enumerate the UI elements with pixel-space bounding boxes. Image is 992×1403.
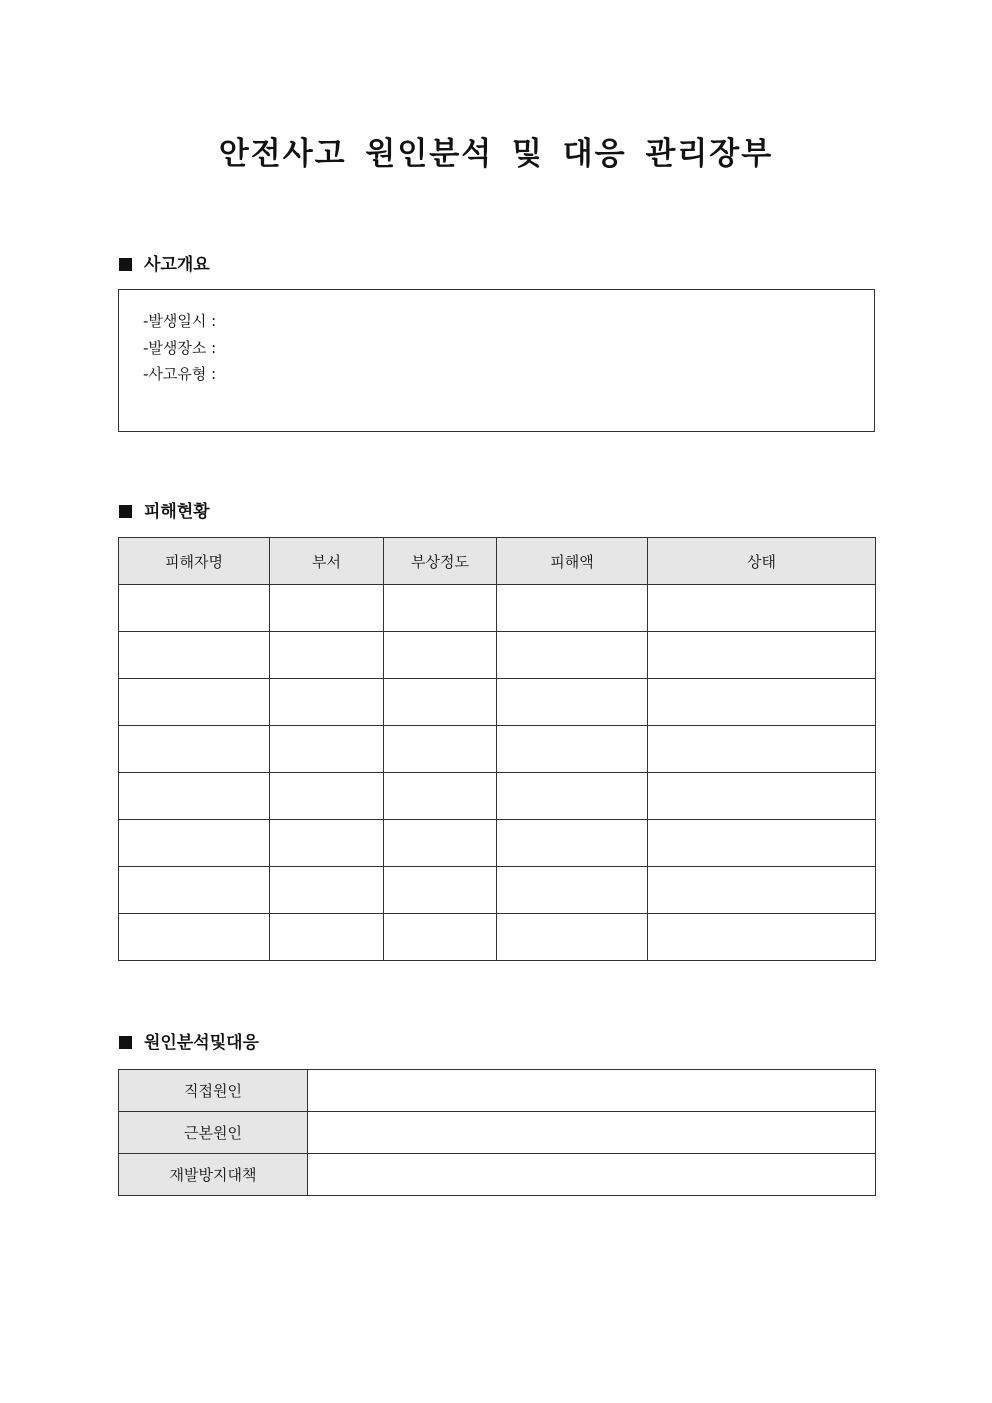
table-row: [119, 726, 876, 773]
damage-table: [118, 537, 876, 961]
table-cell[interactable]: [384, 867, 497, 914]
table-cell[interactable]: [270, 585, 384, 632]
section-heading-damage: [119, 500, 210, 524]
row-label-prevention-measures: 재발방지대책: [119, 1154, 308, 1196]
row-label-root-cause: 근본원인: [119, 1112, 308, 1154]
table-cell[interactable]: [119, 679, 270, 726]
square-bullet-icon: [119, 258, 132, 271]
column-header-status: 상태: [648, 538, 876, 585]
table-row: [119, 632, 876, 679]
direct-cause-field[interactable]: [308, 1070, 876, 1112]
table-cell[interactable]: [270, 867, 384, 914]
table-cell[interactable]: [497, 679, 648, 726]
table-cell[interactable]: [648, 773, 876, 820]
table-row: [119, 585, 876, 632]
root-cause-field[interactable]: [308, 1112, 876, 1154]
section-heading-label: 원인분석및대응: [144, 1033, 259, 1053]
table-cell[interactable]: [384, 679, 497, 726]
table-cell[interactable]: [648, 632, 876, 679]
table-cell[interactable]: [497, 867, 648, 914]
square-bullet-icon: [119, 505, 132, 518]
table-cell[interactable]: [648, 585, 876, 632]
column-header-injury-level: 부상정도: [384, 538, 497, 585]
cause-table: [118, 1069, 876, 1196]
table-cell[interactable]: [270, 914, 384, 961]
table-cell[interactable]: [497, 726, 648, 773]
table-cell[interactable]: [384, 820, 497, 867]
table-cell[interactable]: [497, 820, 648, 867]
column-header-victim-name: 피해자명: [119, 538, 270, 585]
table-row: [119, 914, 876, 961]
table-cell[interactable]: [384, 914, 497, 961]
overview-lines: [143, 308, 216, 388]
table-cell[interactable]: [497, 914, 648, 961]
table-cell[interactable]: [648, 867, 876, 914]
square-bullet-icon: [119, 1036, 132, 1049]
table-cell[interactable]: [270, 726, 384, 773]
table-cell[interactable]: [384, 585, 497, 632]
row-label-direct-cause: 직접원인: [119, 1070, 308, 1112]
overview-line-place: -발생장소 :: [143, 338, 217, 357]
table-cell[interactable]: [119, 585, 270, 632]
page-title: 안전사고 원인분석 및 대응 관리장부: [218, 136, 774, 172]
table-cell[interactable]: [270, 820, 384, 867]
table-cell[interactable]: [119, 820, 270, 867]
table-cell[interactable]: [270, 773, 384, 820]
table-cell[interactable]: [119, 867, 270, 914]
table-cell[interactable]: [384, 773, 497, 820]
table-cell[interactable]: [119, 726, 270, 773]
table-cell[interactable]: [270, 679, 384, 726]
table-cell[interactable]: [497, 632, 648, 679]
overview-line-date: -발생일시 :: [143, 312, 217, 330]
table-cell[interactable]: [648, 679, 876, 726]
table-row: [119, 1154, 876, 1196]
section-heading-label: 피해현황: [144, 502, 210, 522]
prevention-measures-field[interactable]: [308, 1154, 876, 1196]
damage-header-row: [119, 538, 876, 585]
column-header-department: 부서: [270, 538, 384, 585]
table-cell[interactable]: [384, 632, 497, 679]
overview-line-type: -사고유형 :: [143, 365, 217, 383]
section-heading-overview: [119, 253, 210, 277]
table-cell[interactable]: [384, 726, 497, 773]
section-heading-label: 사고개요: [144, 255, 210, 275]
table-cell[interactable]: [270, 632, 384, 679]
table-cell[interactable]: [119, 632, 270, 679]
table-cell[interactable]: [648, 820, 876, 867]
table-row: [119, 679, 876, 726]
table-cell[interactable]: [119, 914, 270, 961]
table-cell[interactable]: [648, 726, 876, 773]
table-cell[interactable]: [119, 773, 270, 820]
table-cell[interactable]: [648, 914, 876, 961]
table-cell[interactable]: [497, 585, 648, 632]
section-heading-cause: [119, 1031, 259, 1055]
table-cell[interactable]: [497, 773, 648, 820]
table-row: [119, 1112, 876, 1154]
table-row: [119, 1070, 876, 1112]
table-row: [119, 820, 876, 867]
overview-box: [118, 289, 875, 432]
table-row: [119, 867, 876, 914]
column-header-damage-amount: 피해액: [497, 538, 648, 585]
table-row: [119, 773, 876, 820]
